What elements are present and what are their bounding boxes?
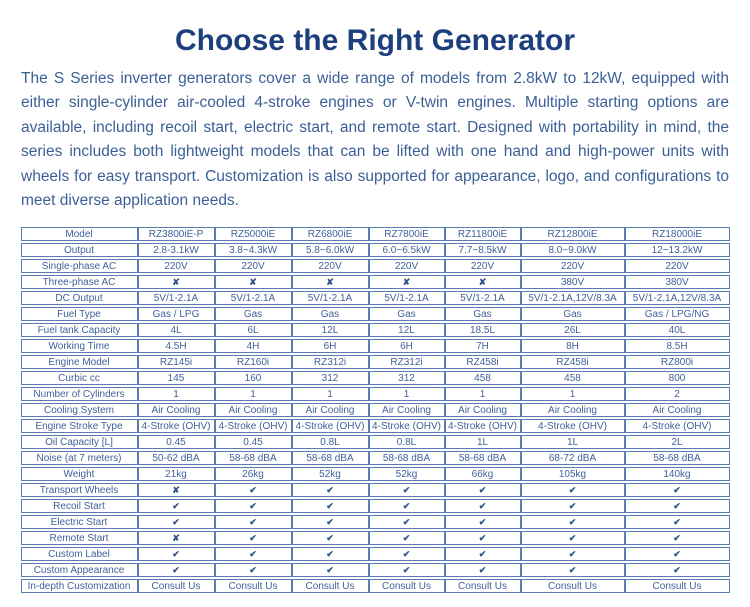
table-cell [625,531,730,545]
table-cell [215,515,292,529]
table-row [21,403,730,417]
row-label: Fuel Type [21,307,138,321]
check-icon: ✔ [172,516,180,527]
table-cell: 5V/1-2.1A [138,291,215,305]
check-icon: ✔ [568,564,577,575]
table-cell: 12~13.2kW [625,243,730,257]
table-cell [445,275,521,289]
table-cell: Consult Us [138,579,215,593]
check-icon: ✔ [402,532,411,543]
table-cell [625,515,730,529]
table-cell: RZ6800iE [292,227,369,241]
table-cell: 68-72 dBA [521,451,625,465]
table-cell [369,483,445,497]
check-icon: ✔ [673,500,681,511]
cross-icon: ✘ [326,276,334,287]
table-row [21,483,730,497]
table-cell [292,483,369,497]
table-row [21,451,730,465]
table-cell: 58-68 dBA [292,451,369,465]
check-icon: ✔ [673,532,681,543]
table-cell: 4L [138,323,215,337]
check-icon: ✔ [402,548,411,559]
table-row [21,243,730,257]
table-cell: 1L [521,435,625,449]
check-icon: ✔ [326,484,334,495]
table-cell: 5.8~6.0kW [292,243,369,257]
cross-icon: ✘ [172,276,180,287]
check-icon: ✔ [568,548,577,559]
table-cell: Consult Us [445,579,521,593]
table-cell: 8.0~9.0kW [521,243,625,257]
check-icon: ✔ [478,532,487,543]
table-cell: 21kg [138,467,215,481]
table-cell: 380V [625,275,730,289]
table-cell: 458 [521,371,625,385]
table-cell: 0.45 [215,435,292,449]
table-cell: Consult Us [215,579,292,593]
row-label: Cooling System [21,403,138,417]
table-cell [138,547,215,561]
table-cell [625,499,730,513]
check-icon: ✔ [402,484,411,495]
table-cell: 58-68 dBA [215,451,292,465]
table-cell [292,563,369,577]
table-cell: 5V/1-2.1A,12V/8.3A [521,291,625,305]
table-cell: 52kg [292,467,369,481]
table-row [21,291,730,305]
check-icon: ✔ [673,548,681,559]
table-cell: 160 [215,371,292,385]
table-cell: 6H [369,339,445,353]
table-cell: RZ458i [445,355,521,369]
row-label: Model [21,227,138,241]
row-label: Remote Start [21,531,138,545]
table-cell: RZ160i [215,355,292,369]
table-cell: 1L [445,435,521,449]
table-cell: 312 [369,371,445,385]
table-cell: 26L [521,323,625,337]
table-cell: 2.8-3.1kW [138,243,215,257]
table-cell: RZ7800iE [369,227,445,241]
check-icon: ✔ [478,516,487,527]
table-cell: RZ3800iE-P [138,227,215,241]
table-row [21,419,730,433]
table-cell: 4-Stroke (OHV) [138,419,215,433]
check-icon: ✔ [673,564,681,575]
table-cell: Air Cooling [521,403,625,417]
table-cell [292,515,369,529]
table-cell [625,547,730,561]
table-cell [138,531,215,545]
table-cell: 58-68 dBA [625,451,730,465]
row-label: Electric Start [21,515,138,529]
table-row [21,307,730,321]
table-cell: Gas [521,307,625,321]
table-cell [521,547,625,561]
check-icon: ✔ [172,564,180,575]
row-label: Fuel tank Capacity [21,323,138,337]
table-cell [445,483,521,497]
table-cell [445,531,521,545]
table-cell: 5V/1-2.1A [292,291,369,305]
table-cell: 800 [625,371,730,385]
check-icon: ✔ [249,548,257,559]
table-cell [445,547,521,561]
check-icon: ✔ [249,516,257,527]
check-icon: ✔ [172,548,180,559]
table-cell: Air Cooling [138,403,215,417]
check-icon: ✔ [478,548,487,559]
generator-comparison-table [21,225,730,595]
row-label: Three-phase AC [21,275,138,289]
check-icon: ✔ [478,484,487,495]
check-icon: ✔ [326,532,334,543]
spec-table-body [21,227,730,593]
table-cell: Consult Us [521,579,625,593]
table-cell: 220V [521,259,625,273]
table-row [21,323,730,337]
row-label: Weight [21,467,138,481]
table-cell [215,531,292,545]
table-cell [369,547,445,561]
table-row [21,579,730,593]
row-label: Engine Model [21,355,138,369]
table-cell [138,275,215,289]
table-cell: 220V [292,259,369,273]
table-cell [521,483,625,497]
table-row [21,371,730,385]
table-cell: Air Cooling [292,403,369,417]
table-cell: 12L [369,323,445,337]
table-cell [138,563,215,577]
check-icon: ✔ [326,564,334,575]
table-cell: 6L [215,323,292,337]
table-cell [292,275,369,289]
check-icon: ✔ [402,516,411,527]
table-cell: 2 [625,387,730,401]
table-cell: Air Cooling [445,403,521,417]
check-icon: ✔ [326,516,334,527]
table-row [21,275,730,289]
table-cell: 12L [292,323,369,337]
table-cell: RZ458i [521,355,625,369]
row-label: Noise (at 7 meters) [21,451,138,465]
table-cell: 140kg [625,467,730,481]
check-icon: ✔ [326,500,334,511]
table-cell: 3.8~4.3kW [215,243,292,257]
check-icon: ✔ [402,500,411,511]
table-cell: 220V [625,259,730,273]
cross-icon: ✘ [478,276,487,287]
table-cell: 5V/1-2.1A [215,291,292,305]
table-cell: 4-Stroke (OHV) [445,419,521,433]
check-icon: ✔ [249,564,257,575]
table-cell: Consult Us [369,579,445,593]
table-cell: 1 [445,387,521,401]
table-cell: 58-68 dBA [445,451,521,465]
row-label: Curbic cc [21,371,138,385]
table-cell: RZ145i [138,355,215,369]
table-cell [445,563,521,577]
cross-icon: ✘ [172,532,180,543]
table-row [21,547,730,561]
table-cell: 220V [138,259,215,273]
row-label: Single-phase AC [21,259,138,273]
table-cell: 380V [521,275,625,289]
table-cell: 8H [521,339,625,353]
table-cell [521,531,625,545]
table-row [21,435,730,449]
table-cell: Gas / LPG [138,307,215,321]
check-icon: ✔ [568,500,577,511]
table-cell: 8.5H [625,339,730,353]
table-cell: 4H [215,339,292,353]
table-cell: 1 [369,387,445,401]
table-cell [215,547,292,561]
table-cell [215,563,292,577]
table-cell: 4-Stroke (OHV) [521,419,625,433]
table-cell: 2L [625,435,730,449]
table-cell: 220V [445,259,521,273]
table-cell: 105kg [521,467,625,481]
table-cell: 1 [292,387,369,401]
table-cell: 26kg [215,467,292,481]
table-cell: RZ11800iE [445,227,521,241]
table-cell: 6H [292,339,369,353]
table-cell: 4.5H [138,339,215,353]
check-icon: ✔ [478,500,487,511]
cross-icon: ✘ [172,484,180,495]
table-row [21,515,730,529]
table-cell: 458 [445,371,521,385]
table-row [21,499,730,513]
table-cell: 66kg [445,467,521,481]
table-cell [292,499,369,513]
table-cell: 145 [138,371,215,385]
cross-icon: ✘ [249,276,257,287]
table-cell [445,499,521,513]
row-label: Engine Stroke Type [21,419,138,433]
table-row [21,467,730,481]
page-title: Choose the Right Generator [174,24,576,57]
table-cell [521,499,625,513]
table-cell: RZ12800iE [521,227,625,241]
series-description: The S Series inverter generators cover a wide range of models from 2.8kW to 12kW, equipped with either single-cylinder air-cooled 4-stroke engines or V-twin engines. Multiple starting options are available, including recoil start, electric start, and remote start. Designed with portability in mind, the series includes both lightweight models that can be lifted with one hand and high-power units with wheels for easy transport. Customization is also supported for appearance, logo, and configurations to meet diverse application needs. [21,70,729,210]
table-cell: 5V/1-2.1A,12V/8.3A [625,291,730,305]
table-row [21,563,730,577]
check-icon: ✔ [673,484,681,495]
check-icon: ✔ [673,516,681,527]
table-cell: Air Cooling [369,403,445,417]
table-cell: RZ800i [625,355,730,369]
table-cell: RZ18000iE [625,227,730,241]
table-cell: Consult Us [292,579,369,593]
table-row [21,355,730,369]
table-cell [369,515,445,529]
table-cell: 52kg [369,467,445,481]
table-cell [369,499,445,513]
table-cell: 1 [521,387,625,401]
table-cell: Gas / LPG/NG [625,307,730,321]
table-row [21,227,730,241]
table-cell [369,275,445,289]
table-cell: 4-Stroke (OHV) [369,419,445,433]
table-cell: Gas [445,307,521,321]
table-cell: Gas [215,307,292,321]
table-row [21,387,730,401]
table-cell: 4-Stroke (OHV) [215,419,292,433]
table-cell: Air Cooling [215,403,292,417]
table-cell: Consult Us [625,579,730,593]
table-cell [369,563,445,577]
row-label: Transport Wheels [21,483,138,497]
table-cell: 220V [215,259,292,273]
check-icon: ✔ [326,548,334,559]
table-cell [292,547,369,561]
check-icon: ✔ [478,564,487,575]
table-cell: 0.8L [369,435,445,449]
table-cell: RZ312i [292,355,369,369]
row-label: DC Output [21,291,138,305]
table-cell: 312 [292,371,369,385]
table-cell [138,483,215,497]
table-cell: 6.0~6.5kW [369,243,445,257]
table-cell [215,275,292,289]
table-cell: 7.7~8.5kW [445,243,521,257]
table-cell [625,483,730,497]
row-label: In-depth Customization [21,579,138,593]
table-cell: 0.45 [138,435,215,449]
table-cell: 0.8L [292,435,369,449]
table-cell: RZ312i [369,355,445,369]
table-cell: 1 [215,387,292,401]
row-label: Oil Capacity [L] [21,435,138,449]
check-icon: ✔ [172,500,180,511]
check-icon: ✔ [568,516,577,527]
check-icon: ✔ [402,564,411,575]
table-cell [625,563,730,577]
table-cell [521,563,625,577]
table-cell: 50-62 dBA [138,451,215,465]
table-cell [138,499,215,513]
row-label: Working Time [21,339,138,353]
table-cell [445,515,521,529]
table-cell: 1 [138,387,215,401]
table-cell: 4-Stroke (OHV) [292,419,369,433]
table-row [21,339,730,353]
row-label: Custom Label [21,547,138,561]
table-cell: 5V/1-2.1A [369,291,445,305]
cross-icon: ✘ [402,276,411,287]
table-cell: 7H [445,339,521,353]
row-label: Custom Appearance [21,563,138,577]
table-row [21,259,730,273]
check-icon: ✔ [249,532,257,543]
table-row [21,531,730,545]
check-icon: ✔ [568,532,577,543]
table-cell: 40L [625,323,730,337]
check-icon: ✔ [249,500,257,511]
table-cell: Gas [292,307,369,321]
table-cell [521,515,625,529]
table-cell: 220V [369,259,445,273]
table-cell: 5V/1-2.1A [445,291,521,305]
table-cell [138,515,215,529]
table-cell: RZ5000iE [215,227,292,241]
row-label: Number of Cylinders [21,387,138,401]
table-cell [292,531,369,545]
table-cell [369,531,445,545]
check-icon: ✔ [249,484,257,495]
table-cell: Gas [369,307,445,321]
table-cell: 58-68 dBA [369,451,445,465]
table-cell [215,499,292,513]
table-cell: 18.5L [445,323,521,337]
check-icon: ✔ [568,484,577,495]
row-label: Output [21,243,138,257]
table-cell [215,483,292,497]
row-label: Recoil Start [21,499,138,513]
table-cell: 4-Stroke (OHV) [625,419,730,433]
table-cell: Air Cooling [625,403,730,417]
